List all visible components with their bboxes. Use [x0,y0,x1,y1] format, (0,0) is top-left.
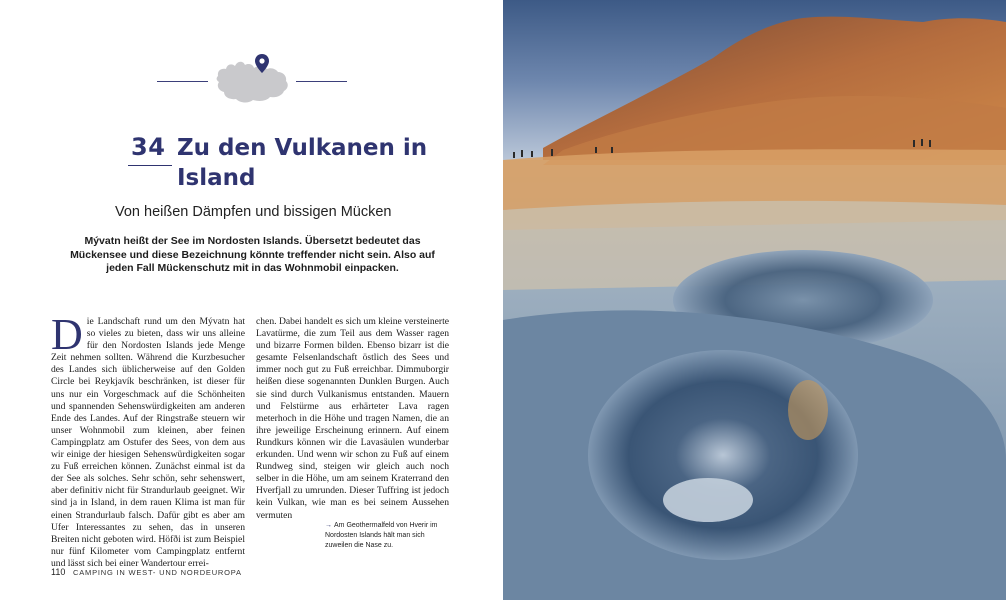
caption-text: Am Geothermalfeld von Hverir im Nordosten Islands hält man sich zuweilen die Nase zu. [325,522,438,549]
body-text-right: chen. Dabei handelt es sich um kleine versteinerte Lavatürme, die zum Teil aus dem Wasser ragen und bizarre Formen bilden. Ebenso bizarr ist die gesamte Felsenlandschaft östlich des Sees und immer noch gut zu Fuß erreichbar. Dimmuborgir heißen diese sogenannten Dunklen Burgen. Auch sie sind durch Vulkanismus entstanden. Mauern und Felstürme aus erhärteter Lava ragen meterhoch in die Höhe und tragen Namen, die an ihre jeweilige Erscheinung erinnern. Auf einem Rundkurs können wir die Lavasäulen wunderbar erkunden. Und wenn wir schon zu Fuß auf einem Rundweg sind, steigen wir gleich auch noch selber in die Höhe, um am seinem Kraterrand den Hverfjall zu umrunden. Dieser Tuffring ist jedoch kein Vulkan, wie man es bei seinem Aussehen vermuten [256,316,449,521]
drop-cap: D [51,310,83,359]
page-number: 110 [51,567,66,577]
body-text-left: ie Landschaft rund um den Mývatn hat so vieles zu bieten, dass wir uns alleine für den Nordosten Islands jede Menge Zeit nehmen sollten. Während die Kurzbesucher des Landes sich üblicherweise auf den Golden Circle bei Reykjavík beschränken, ist dieser für uns nur ein Vorgeschmack auf die Schönheiten und spannenden Sehenswürdigkeiten am anderen Ende des Landes. Auf der Ringstraße steuern wir unser Wohnmobil zum kleinen, aber feinen Campingplatz am Ostufer des Sees, von dem aus wir einige der hiesigen Sehenswürdigkeiten sogar zu Fuß erreichen können. Zunächst einmal ist da der See als solches. Sehr schön, sehr sehenswert, aber definitiv nicht für Strandurlaub geeignet. Wir sind ja in Island, in dem rauen Klima ist man für einen Strandurlaub falsch. Dafür gibt es aber am Ufer Interessantes zu sehen, das in unseren Breiten nicht geboten wird. Höfði ist zum Beispiel nur fünf Kilometer vom Campingplatz entfernt und lässt sich bei einer Wandertour errei- [51,316,245,569]
header-rule-left [157,81,208,82]
caption-arrow-icon: → [325,522,332,529]
chapter-title: Zu den Vulkanen in Island [177,135,428,191]
body-column-right [256,316,449,522]
photo-caption [325,521,450,550]
chapter-number: 34 [131,133,166,161]
body-column-left [51,310,245,570]
iceland-map-icon [212,50,292,110]
geothermal-field-photo [503,0,1006,600]
right-page [503,0,1006,600]
chapter-lede: Mývatn heißt der See im Nordosten Islands. Übersetzt bedeutet das Mückensee und diese Bezeichnung könnte treffender nicht sein. Also auf jeden Fall Mückenschutz mit in das Wohnmobil einpacken. [70,235,435,274]
running-head: CAMPING IN WEST- UND NORDEUROPA [73,568,242,577]
header-rule-right [296,81,347,82]
chapter-number-underline [128,165,172,166]
chapter-subtitle: Von heißen Dämpfen und bissigen Mücken [115,204,392,220]
